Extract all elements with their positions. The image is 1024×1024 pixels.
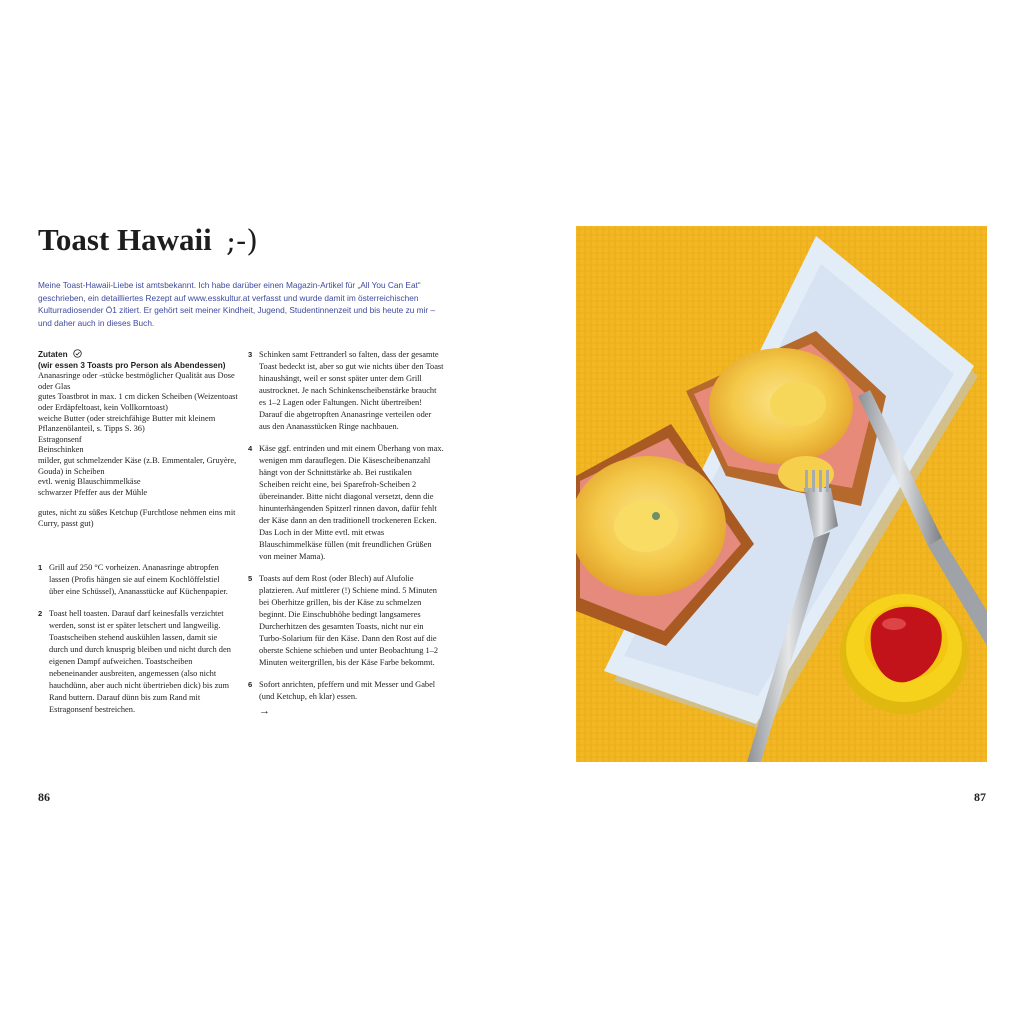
step-number: 5	[248, 574, 253, 583]
step-number: 4	[248, 444, 253, 453]
ingredient-item: schwarzer Pfeffer aus der Mühle	[38, 487, 148, 497]
intro-text: Meine Toast-Hawaii-Liebe ist amtsbekannt. Ich habe darüber einen Magazin-Artikel für „All You Can Eat“ geschrieben, ein detailliertes Rezept auf www.esskultur.at verfasst und wurde damit im österreichischen Kulturradiosender Ö1 zitiert. Er gehört seit meiner Kindheit, Jugend, Studentinnenzeit und bis heute zu mir – und daher auch in dieses Buch.	[38, 280, 436, 329]
ingredient-item: Beinschinken	[38, 445, 84, 455]
step-text: Käse ggf. entrinden und mit einem Überhang von max. wenigen mm darauflegen. Die Käsescheibenanzahl hängt von der Schnittstärke ab. Bei rustikalen Scheiben reicht eine, bei Sparefroh-Scheiben 2 übereinander. Bitte nicht diagonal versetzt, denn die hinunterhängenden Spitzerl rinnen davon, dafür fehlt der Käse dann an den traditionell trockeneren Ecken. Das Loch in der Mitte evtl. mit etwas Blauschimmelkäse füllen (mit freundlichen Grüßen von meiner Mama).	[259, 444, 444, 561]
steps-column-left	[38, 562, 234, 726]
ingredient-item: weiche Butter (oder streichfähige Butter mit kleinem Pflanzenölanteil, s. Tipps S. 36)	[38, 413, 216, 434]
ingredients-block	[38, 349, 238, 530]
ingredient-item: Ananasringe oder -stücke bestmöglicher Qualität aus Dose oder Glas	[38, 371, 235, 391]
toast-hawaii-photo	[576, 226, 987, 762]
title-smiley: ;-)	[226, 224, 258, 259]
step-text: Sofort anrichten, pfeffern und mit Messer und Gabel (und Ketchup, eh klar) essen.	[259, 680, 436, 701]
step-text: Toast hell toasten. Darauf darf keinesfalls verzichtet werden, sonst ist er später letschert und langweilig. Toastscheiben stehend auskühlen lassen, damit sie durch und durch knusprig bleiben und nicht durch den eigenen Dampf aufweichen. Toastscheiben nebeneinander ausbreiten, angemessen (also nicht hauchdünn, aber auch nicht übertrieben dick) bis zum Rand buttern. Darauf dünn bis zum Rand mit Estragonsenf bestreichen.	[49, 609, 231, 714]
step-text: Schinken samt Fettranderl so falten, dass der gesamte Toast bedeckt ist, aber so gut wie nichts über den Toast hinaushängt, weil er sonst später unter dem Grill austrocknet. Je nach Schinkenscheibenstärke braucht es 1–2 Lagen oder Faltungen. Nicht übertreiben! Darauf die abgetropften Ananasringe verteilen oder aus den Ananasstücken Ringe nachbauen.	[259, 350, 444, 431]
step-text: Grill auf 250 °C vorheizen. Ananasringe abtropfen lassen (Profis hängen sie auf einem Kochlöffelstiel über eine Schüssel), Ananasstücke auf Küchenpapier.	[49, 563, 228, 596]
page-number-left: 86	[38, 790, 50, 804]
ingredient-item: milder, gut schmelzender Käse (z.B. Emmentaler, Gruyère, Gouda) in Scheiben	[38, 455, 237, 476]
step-5	[248, 573, 444, 669]
check-circle-icon	[73, 349, 82, 358]
step-number: 1	[38, 563, 43, 572]
ingredients-subheading: (wir essen 3 Toasts pro Person als Abendessen)	[38, 360, 226, 370]
recipe-title: Toast Hawaii	[38, 222, 212, 257]
step-6	[248, 679, 444, 703]
step-1	[38, 562, 234, 598]
ingredient-item: evtl. wenig Blauschimmelkäse	[38, 477, 141, 487]
step-3	[248, 349, 444, 433]
step-4	[248, 443, 444, 563]
ketchup-bowl	[840, 594, 968, 714]
ingredients-header	[38, 349, 238, 361]
steps-column-right	[248, 349, 444, 717]
ingredient-item: Estragonsenf	[38, 434, 82, 444]
step-number: 2	[38, 609, 43, 618]
step-2	[38, 608, 234, 716]
ingredients-heading: Zutaten	[38, 350, 68, 359]
ingredients-note: gutes, nicht zu süßes Ketchup (Furchtlose nehmen eins mit Curry, passt gut)	[38, 508, 236, 528]
step-number: 3	[248, 350, 253, 359]
continue-arrow-icon: →	[259, 705, 270, 717]
ingredients-list	[38, 371, 238, 498]
step-text: Toasts auf dem Rost (oder Blech) auf Alufolie platzieren. Auf mittlerer (!) Schiene mind. 5 Minuten bei Oberhitze grillen, bis der Käse zu schmelzen beginnt. Die Einschubhöhe bedingt langsameres Durcherhitzen des gesamten Toasts, nicht nur ein Turbo-Solarium für den Käse. Dann den Rost auf die oberste Schiene schieben und unter Beobachtung 1–2 Minuten weitergrillen, bis der Käse Farbe bekommt.	[259, 574, 439, 667]
page-number-right: 87	[974, 790, 986, 804]
ingredient-item: gutes Toastbrot in max. 1 cm dicken Scheiben (Weizentoast oder Erdäpfeltoast, kein Vollkorntoast)	[38, 392, 238, 412]
step-number: 6	[248, 680, 253, 689]
